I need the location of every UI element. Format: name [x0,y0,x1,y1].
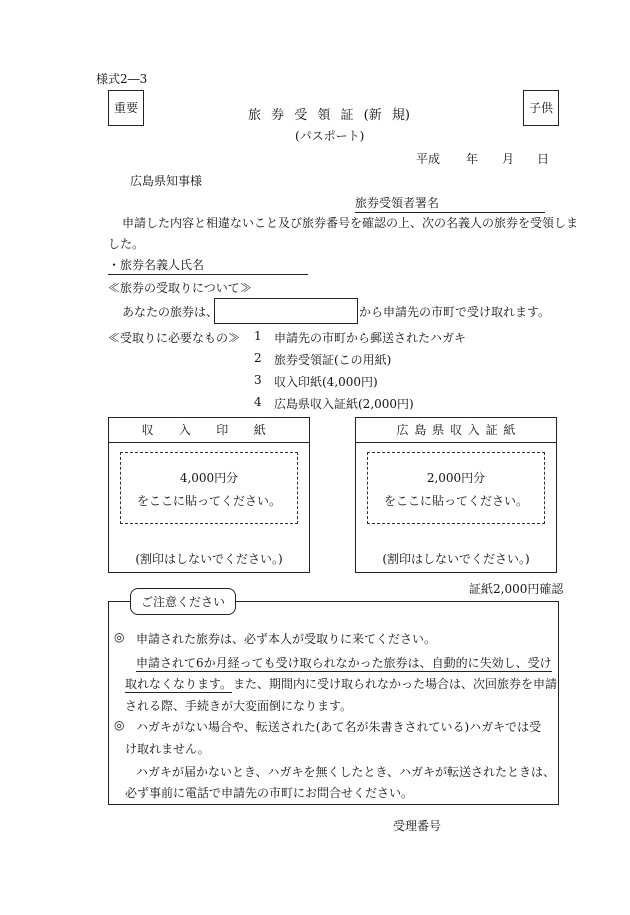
reception-number-label: 受理番号 [393,819,442,833]
receipt-suffix: から申請先の市町で受け取れます。 [359,305,551,319]
required-item-number: 3 [254,373,262,387]
revenue-stamp-note: (割印はしないでください。) [135,552,283,566]
notice-title: ご注意ください [130,588,236,615]
required-item-text: 申請先の市町から郵送されたハガキ [274,331,467,345]
date-month: 月 [502,152,515,166]
statement-line-2: した。 [108,237,145,251]
receipt-section-title: ≪旅券の受取りについて≫ [108,281,252,295]
date-era: 平成 [416,152,441,166]
prefecture-certificate-amount: 2,000円分 [426,471,486,485]
revenue-stamp-area[interactable] [120,452,298,524]
prefecture-certificate-title: 広 島 県 収 入 証 紙 [356,418,556,443]
revenue-stamp-box [108,417,310,573]
form-number: 様式2―3 [96,72,148,86]
required-item-text: 広島県収入証紙(2,000円) [274,397,414,411]
revenue-stamp-instruction: をここに貼ってください。 [136,494,281,508]
notice-line: ハガキが届かないとき、ハガキを無くしたとき、ハガキが転送されたときは、 [136,765,556,779]
prefecture-certificate-note: (割印はしないでください。) [382,552,530,566]
notice-warning-line: 申請されて6か月経っても受け取られなかった旅券は、自動的に失効し、受け [136,656,552,670]
required-item-text: 収入印紙(4,000円) [274,375,378,389]
page-title: 旅 券 受 領 証 (新 規) [248,108,410,123]
required-item-number: 1 [254,329,262,343]
notice-bullet: ◎ [114,718,125,732]
signature-label: 旅券受領者署名 [355,196,440,210]
receipt-date-input[interactable] [214,298,358,324]
notice-line: される際、手続きが大変面倒になります。 [125,699,353,713]
signature-field[interactable] [355,194,545,213]
notice-line: 申請された旅券は、必ず本人が受取りに来てください。 [136,632,437,646]
notice-bullet: ◎ [114,630,125,644]
required-title: ≪受取りに必要なもの≫ [108,331,241,345]
required-item-number: 4 [254,395,262,409]
statement-line-1: 申請した内容と相違ないこと及び旅券番号を確認の上、次の名義人の旅券を受領しま [122,216,579,230]
notice-line: ハガキがない場合や、転送された(あて名が朱書きされている)ハガキでは受 [136,720,542,734]
revenue-stamp-title: 収 入 印 紙 [109,418,309,443]
notice-line: け取れません。 [125,742,210,756]
notice-warning-line: 取れなくなります。 [125,677,233,691]
holder-name-label: ・旅券名義人氏名 [108,258,205,272]
required-item-number: 2 [254,351,262,365]
page-subtitle: (パスポート) [295,129,365,143]
confirmation-note: 証紙2,000円確認 [469,582,564,596]
prefecture-certificate-instruction: をここに貼ってください。 [383,494,528,508]
date-year: 年 [466,152,479,166]
child-badge: 子供 [523,90,559,126]
important-badge: 重要 [108,90,144,126]
notice-line: 必ず事前に電話で申請先の市町にお問合せください。 [125,786,414,800]
prefecture-certificate-box [355,417,557,573]
holder-name-field[interactable] [108,256,308,275]
required-item-text: 旅券受領証(この用紙) [274,353,392,367]
addressee: 広島県知事様 [130,174,203,188]
date-day: 日 [537,152,550,166]
prefecture-certificate-area[interactable] [367,452,545,524]
revenue-stamp-amount: 4,000円分 [179,471,239,485]
notice-line: また、期間内に受け取られなかった場合は、次回旅券を申請 [233,677,558,691]
receipt-prefix: あなたの旅券は、 [122,305,219,319]
